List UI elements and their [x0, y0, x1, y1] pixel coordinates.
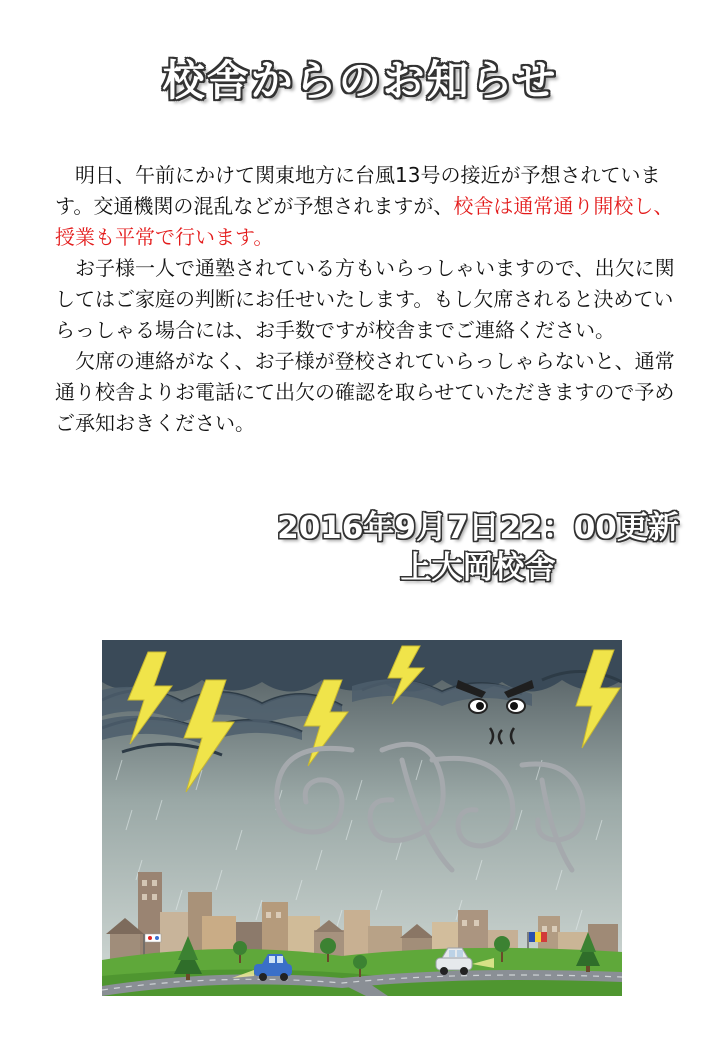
notice-paragraph-1 — [55, 160, 675, 253]
open-as-usual-emphasis: 校舎は通常通り開校し、授業も平常で行います。 — [55, 194, 674, 249]
notice-paragraph-3: 欠席の連絡がなく、お子様が登校されていらっしゃらないと、通常通り校舎よりお電話にて出欠の確認を取らせていただきますので予めご承知おきください。 — [55, 349, 675, 435]
typhoon-illustration — [102, 640, 622, 996]
notice-body — [55, 160, 675, 439]
school-name: 上大岡校舎 — [400, 550, 556, 586]
notice-footer — [268, 508, 688, 588]
updated-timestamp: 2016年9月7日22：00更新 — [277, 510, 679, 546]
page-title: 校舎からのお知らせ — [162, 56, 558, 105]
paragraph-1-text: 明日、午前にかけて関東地方に台風13号の接近が予想されています。交通機関の混乱などが予想されますが、 — [55, 163, 661, 218]
notice-paragraph-2: お子様一人で通塾されている方もいらっしゃいますので、出欠に関してはご家庭の判断にお任せいたします。もし欠席されると決めていらっしゃる場合には、お手数ですが校舎までご連絡ください。 — [55, 256, 675, 342]
